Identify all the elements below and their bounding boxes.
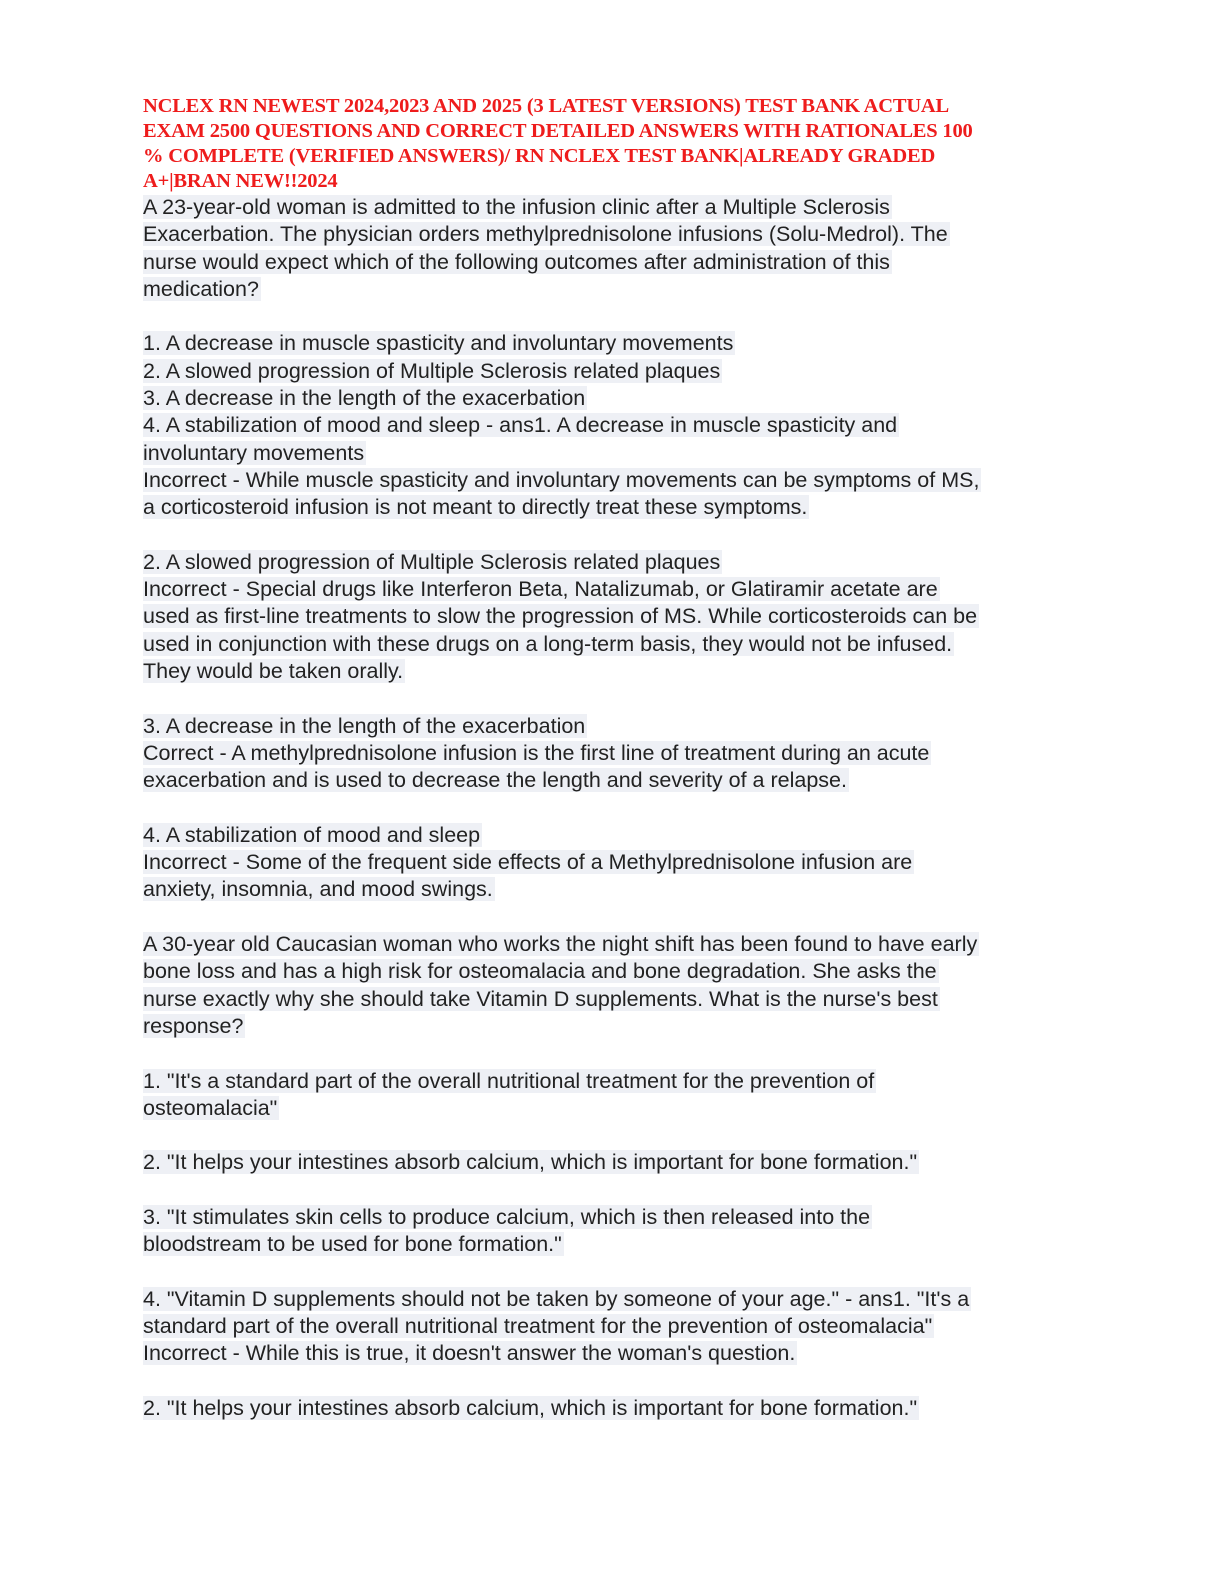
document-page bbox=[143, 94, 1078, 1422]
text-line: involuntary movements bbox=[143, 440, 365, 465]
rationale-block bbox=[143, 1395, 1078, 1422]
question-stem bbox=[143, 931, 1078, 1040]
text-line: 2. "It helps your intestines absorb calcium, which is important for bone formation." bbox=[143, 1396, 918, 1421]
title-line: EXAM 2500 QUESTIONS AND CORRECT DETAILED ANSWERS WITH RATIONALES 100 bbox=[143, 120, 973, 142]
text-line: osteomalacia" bbox=[143, 1095, 278, 1120]
text-line: Incorrect - Special drugs like Interferon Beta, Natalizumab, or Glatiramir acetate are bbox=[143, 577, 938, 602]
text-line: 2. A slowed progression of Multiple Sclerosis related plaques bbox=[143, 549, 721, 574]
text-line: 2. "It helps your intestines absorb calcium, which is important for bone formation." bbox=[143, 1150, 918, 1175]
text-line: A 23-year-old woman is admitted to the infusion clinic after a Multiple Sclerosis bbox=[143, 195, 890, 219]
answer-option bbox=[143, 1068, 1078, 1123]
text-line: response? bbox=[143, 1013, 244, 1038]
text-line: Incorrect - Some of the frequent side effects of a Methylprednisolone infusion are bbox=[143, 850, 913, 875]
text-line: Correct - A methylprednisolone infusion is the first line of treatment during an acute bbox=[143, 740, 930, 765]
text-line: bloodstream to be used for bone formation." bbox=[143, 1232, 562, 1257]
text-line: anxiety, insomnia, and mood swings. bbox=[143, 877, 493, 902]
text-line: medication? bbox=[143, 276, 259, 301]
text-line: nurse would expect which of the following outcomes after administration of this bbox=[143, 249, 890, 274]
text-line: a corticosteroid infusion is not meant to directly treat these symptoms. bbox=[143, 495, 808, 520]
text-line: 4. A stabilization of mood and sleep bbox=[143, 822, 481, 847]
text-line: 1. "It's a standard part of the overall nutritional treatment for the prevention of bbox=[143, 1068, 875, 1093]
text-line: Incorrect - While muscle spasticity and involuntary movements can be symptoms of MS, bbox=[143, 467, 980, 492]
text-line: nurse exactly why she should take Vitamin D supplements. What is the nurse's best bbox=[143, 986, 938, 1011]
title-line: NCLEX RN NEWEST 2024,2023 AND 2025 (3 LATEST VERSIONS) TEST BANK ACTUAL bbox=[143, 95, 950, 117]
text-line: standard part of the overall nutritional treatment for the prevention of osteomalacia" bbox=[143, 1314, 933, 1339]
rationale-block bbox=[143, 549, 1078, 685]
title-line: A+|BRAN NEW!!2024 bbox=[143, 170, 338, 192]
text-line: Exacerbation. The physician orders methylprednisolone infusions (Solu-Medrol). The bbox=[143, 222, 948, 247]
question-stem bbox=[143, 194, 1078, 303]
answer-option bbox=[143, 1204, 1078, 1259]
answer-options bbox=[143, 330, 1078, 521]
text-line: 2. A slowed progression of Multiple Sclerosis related plaques bbox=[143, 358, 721, 383]
document-title bbox=[143, 94, 1078, 194]
text-line: They would be taken orally. bbox=[143, 659, 404, 684]
text-line: used as first-line treatments to slow the progression of MS. While corticosteroids can be bbox=[143, 604, 978, 629]
title-line: % COMPLETE (VERIFIED ANSWERS)/ RN NCLEX TEST BANK|ALREADY GRADED bbox=[143, 145, 936, 167]
document-body bbox=[143, 194, 1078, 1422]
text-line: 4. "Vitamin D supplements should not be taken by someone of your age." - ans1. "It's a bbox=[143, 1286, 970, 1311]
text-line: exacerbation and is used to decrease the length and severity of a relapse. bbox=[143, 768, 847, 793]
answer-option bbox=[143, 1149, 1078, 1176]
text-line: 4. A stabilization of mood and sleep - ans1. A decrease in muscle spasticity and bbox=[143, 413, 898, 438]
text-line: 3. A decrease in the length of the exacerbation bbox=[143, 713, 586, 738]
rationale-block bbox=[143, 713, 1078, 795]
answer-option bbox=[143, 1286, 1078, 1368]
text-line: 3. "It stimulates skin cells to produce calcium, which is then released into the bbox=[143, 1204, 871, 1229]
text-line: 3. A decrease in the length of the exacerbation bbox=[143, 386, 586, 411]
text-line: used in conjunction with these drugs on a long-term basis, they would not be infused. bbox=[143, 631, 953, 656]
text-line: A 30-year old Caucasian woman who works the night shift has been found to have early bbox=[143, 932, 978, 957]
text-line: Incorrect - While this is true, it doesn't answer the woman's question. bbox=[143, 1341, 796, 1366]
rationale-block bbox=[143, 822, 1078, 904]
text-line: 1. A decrease in muscle spasticity and involuntary movements bbox=[143, 331, 734, 356]
text-line: bone loss and has a high risk for osteomalacia and bone degradation. She asks the bbox=[143, 959, 937, 984]
